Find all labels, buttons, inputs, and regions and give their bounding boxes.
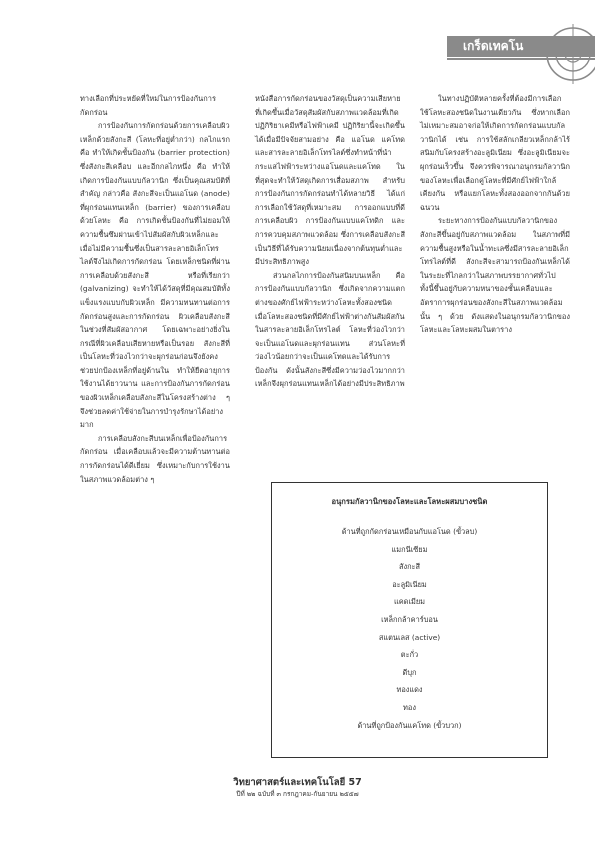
list-item: ทองแดง <box>396 685 423 695</box>
list-item: ด้านที่ถูกกัดกร่อนเหมือนกับแอโนด (ขั้วลบ) <box>341 527 478 536</box>
paragraph: ในทางปฏิบัติหลายครั้งที่ต้องมีการเลือกใช้โลหะสองชนิดในงานเดียวกัน ซึ่งหากเลือกไม่เหมาะสมอาจก่อให้เกิดการกัดกร่อนแบบกัลวานิกได้ เช่น การใช้สลักเกลียวเหล็กกล้าไร้สนิมกับโครงสร้างอะลูมิเนียม ซึ่งอะลูมิเนียมจะผุกร่อนเร็วขึ้น จึงควรพิจารณาอนุกรมกัลวานิกของโลหะเพื่อเลือกคู่โลหะที่มีศักย์ไฟฟ้าใกล้เคียงกัน หรือแยกโลหะทั้งสองออกจากกันด้วยฉนวน <box>420 94 570 212</box>
list-item: แคดเมียม <box>393 597 426 607</box>
article-column-3 <box>420 92 570 337</box>
list-item: ด้านที่ถูกป้องกันแคโทด (ขั้วบวก) <box>357 720 462 730</box>
list-item: แมกนีเซียม <box>391 544 428 554</box>
paragraph: ระยะทางการป้องกันแบบกัลวานิกของสังกะสีขึ้นอยู่กับสภาพแวดล้อม ในสภาพที่มีความชื้นสูงหรือในน้ำทะเลซึ่งมีสารละลายอิเล็กโทรไลต์ที่ดี สังกะสีจะสามารถป้องกันเหล็กได้ในระยะที่ไกลกว่าในสภาพบรรยากาศทั่วไป ทั้งนี้ขึ้นอยู่กับความหนาของชั้นเคลือบและอัตราการผุกร่อนของสังกะสีในสภาพแวดล้อมนั้น ๆ ด้วย ดังแสดงในอนุกรมกัลวานิกของโลหะและโลหะผสมในตาราง <box>420 216 570 335</box>
issue-footer: ปีที่ ๒๒ ฉบับที่ ๓ กรกฎาคม-กันยายน ๒๕๕๗ <box>236 790 359 798</box>
section-header: เกร็ดเทคโน <box>447 36 595 57</box>
paragraph: ส่วนกลไกการป้องกันสนิมบนเหล็ก คือ การป้องกันแบบกัลวานิก ซึ่งเกิดจากความแตกต่างของศักย์ไฟฟ้าระหว่างโลหะทั้งสองชนิด เมื่อโลหะสองชนิดที่มีศักย์ไฟฟ้าต่างกันสัมผัสกันในสารละลายอิเล็กโทรไลต์ โลหะที่ว่องไวกว่าจะเป็นแอโนดและผุกร่อนแทน ส่วนโลหะที่ว่องไวน้อยกว่าจะเป็นแคโทดและได้รับการป้องกัน ดังนั้นสังกะสีซึ่งมีความว่องไวมากกว่าเหล็กจึงผุกร่อนแทนเหล็กได้อย่างมีประสิทธิภาพ <box>255 270 405 389</box>
list-item: ตะกั่ว <box>400 650 419 660</box>
list-item: อะลูมิเนียม <box>392 579 427 589</box>
article-column-2 <box>255 92 405 391</box>
paragraph: การเคลือบสังกะสีบนเหล็กเพื่อป้องกันการกัดกร่อน เมื่อเคลือบแล้วจะมีความต้านทานต่อการกัดกร่อนได้ดีเยี่ยม ซึ่งเหมาะกับการใช้งานในสภาพแวดล้อมต่าง ๆ <box>80 433 230 484</box>
paragraph: หนังสือการกัดกร่อนของวัสดุเป็นความเสียหายที่เกิดขึ้นเมื่อวัสดุสัมผัสกับสภาพแวดล้อมที่เกิดปฏิกิริยาเคมีหรือไฟฟ้าเคมี ปฏิกิริยานี้จะเกิดขึ้นได้เมื่อมีปัจจัยสามอย่าง คือ แอโนด แคโทด และสารละลายอิเล็กโทรไลต์ซึ่งทำหน้าที่นำกระแสไฟฟ้าระหว่างแอโนดและแคโทด ในที่สุดจะทำให้วัสดุเกิดการเสื่อมสภาพ สำหรับการป้องกันการกัดกร่อนทำได้หลายวิธี ได้แก่ การเลือกใช้วัสดุที่เหมาะสม การออกแบบที่ดี การเคลือบผิว การป้องกันแบบแคโทดิก และการควบคุมสภาพแวดล้อม ซึ่งการเคลือบสังกะสีเป็นวิธีที่ได้รับความนิยมเนื่องจากต้นทุนต่ำและมีประสิทธิภาพสูง <box>255 94 405 267</box>
journal-footer: วิทยาศาสตร์และเทคโนโลยี 57 <box>233 777 362 788</box>
paragraph: ทางเลือกที่ประหยัดที่ใหม่ในการป้องกันการกัดกร่อน <box>80 94 216 117</box>
list-item: สแตนเลส (active) <box>378 632 441 642</box>
crosshair-target-icon <box>543 24 595 84</box>
list-item: สังกะสี <box>398 562 421 572</box>
list-item: ทอง <box>403 702 416 712</box>
list-item: ดีบุก <box>402 667 417 677</box>
galvanic-series-list <box>272 523 547 734</box>
galvanic-series-title: อนุกรมกัลวานิกของโลหะและโลหะผสมบางชนิด <box>331 497 488 506</box>
galvanic-series-box <box>271 482 548 758</box>
paragraph: การป้องกันการกัดกร่อนด้วยการเคลือบผิวเหล็กด้วยสังกะสี (โลหะที่อยู่ต่ำกว่า) กลไกแรก คือ ทำให้เกิดชั้นป้องกัน (barrier protection) ซึ่งสังกะสีเคลือบ และอีกกลไกหนึ่ง คือ ทำให้เกิดการป้องกันแบบกัลวานิก ซึ่งเป็นคุณสมบัติที่สำคัญ กล่าวคือ สังกะสีจะเป็นแอโนด (anode) ที่ผุกร่อนแทนเหล็ก (barrier) ของการเคลือบด้วยโลหะ คือ การเกิดชั้นป้องกันที่ไม่ยอมให้ความชื้นซึมผ่านเข้าไปสัมผัสกับผิวเหล็กและเมื่อไม่มีความชื้นซึ่งเป็นสารละลายอิเล็กโทรไลต์จึงไม่เกิดการกัดกร่อน โดยเหล็กชนิดที่ผ่านการเคลือบด้วยสังกะสี หรือที่เรียกว่า (galvanizing) จะทำให้ได้วัสดุที่มีคุณสมบัติทั้งแข็งแรงแบบกับผิวเหล็ก มีความทนทานต่อการกัดกร่อนสูงและการกัดกร่อน ผิวเคลือบสังกะสีในช่วงที่สัมผัสอากาศ โดยเฉพาะอย่างยิ่งในกรณีที่ผิวเคลือบเสียหายหรือเป็นรอย สังกะสีที่เป็นโลหะที่ว่องไวกว่าจะผุกร่อนก่อนจึงยังคงช่วยปกป้องเหล็กที่อยู่ด้านใน ทำให้ยืดอายุการใช้งานได้ยาวนาน และการป้องกันการกัดกร่อนของผิวเหล็กเคลือบสังกะสีในโครงสร้างต่าง ๆ จึงช่วยลดค่าใช้จ่ายในการบำรุงรักษาได้อย่างมาก <box>80 121 230 430</box>
article-column-1 <box>80 92 230 486</box>
list-item: เหล็กกล้าคาร์บอน <box>381 614 438 624</box>
